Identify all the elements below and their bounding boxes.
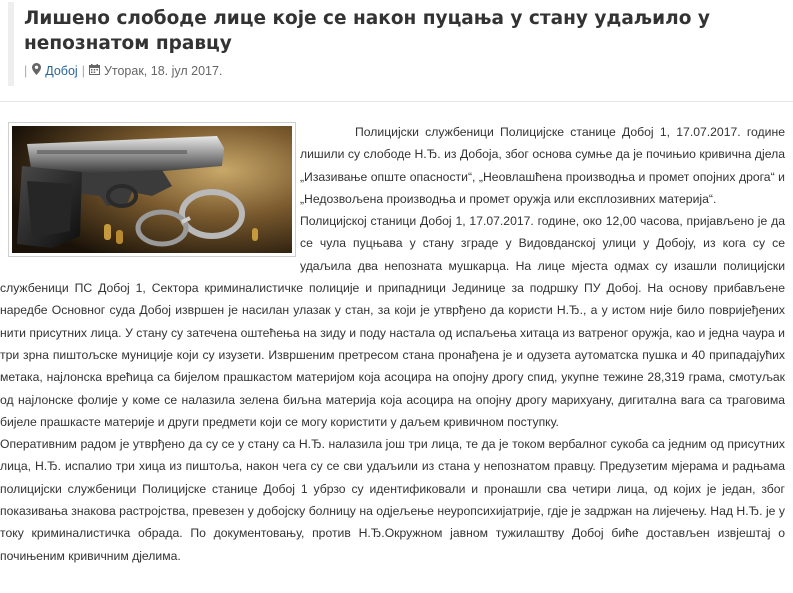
article-meta xyxy=(24,63,222,78)
article-title: Лишено слободе лице које се након пуцања у стану удаљило у непознатом правцу xyxy=(24,8,710,54)
image-spacer xyxy=(0,121,300,255)
title-accent-bar xyxy=(8,2,14,86)
calendar-icon xyxy=(89,64,100,78)
location-link[interactable]: Добој xyxy=(45,63,78,78)
publish-date: Уторак, 18. јул 2017. xyxy=(103,63,223,78)
meta-separator: | xyxy=(24,63,28,78)
paragraph-3: Оперативним радом је утврђено да су се у стану са Н.Ђ. налазила још три лица, те да је током вербалног сукоба са једним од присутних лица, Н.Ђ. испалио три хица из пиштоља, након чега су се сви удаљили из стана у непознатом правцу. Предузетим мјерама и радњама полицијски службеници Полицијске станице Добој 1 убрзо су идентификовали и пронашли сва четири лица, од којих је један, због показивања знакова растројства, превезен у добојску болницу на одјељење неуропсихијатрије, гдје је задржан на лијечењу. Над Н.Ђ. је у току криминалистичка обрада. По документовању, против Н.Ђ.Окружном јавном тужилаштву Добој биће достављен извјештај о почињеним кривичним дјелима. xyxy=(0,437,785,563)
paragraph-2: Полицијској станици Добој 1, 17.07.2017. године, око 12,00 часова, пријављено је да се чула пуцњава у стану зграде у Видовданској улици у Добоју, из кога су се удаљила два непозната мушкарца. На лице мјеста одмах су изашли полицијски службеници ПС Добој 1, Сектора криминалистичке полиције и припадници Јединице за подршку ПУ Добој. На основу прибављене наредбе Основног суда Добој извршен је насилан улазак у стан, за који је утврђено да користи Н.Ђ., а у истом није било повријеђених нити присутних лица. У стану су затечена оштећења на зиду и поду настала од испаљења хитаца из ватреног оружја, као и једна чаура и три зрна пиштољске муниције који су изузети. Извршеним претресом стана пронађена је и одузета аутоматска пушка и 40 припадајућих метака, најлонска врећица са бијелом прашкастом материјом која асоцира на опојну дрогу спид, укупне тежине 28,319 грама, смотуљак од најлонске фолије у коме се налазила зелена биљна материја која асоцира на опојну дрогу марихуану, дигитална вага са траговима бијеле прашкасте материје и други предмети који се могу користити у даљем кривичном поступку. xyxy=(0,214,785,429)
article-body xyxy=(0,121,785,567)
divider xyxy=(0,101,793,102)
meta-separator-2: | xyxy=(81,63,85,78)
paragraph-1: Полицијски службеници Полицијске станице Добој 1, 17.07.2017. године лишили су слободе Н.Ђ. из Добоја, због основа сумње да је почињио кривична дјела „Изазивање опште опасности“, „Неовлашћена производња и промет опојних дрога“ и „Недозвољена производња и промет оружја или експлозивних материја“. xyxy=(300,125,785,206)
map-marker-icon xyxy=(32,63,41,78)
